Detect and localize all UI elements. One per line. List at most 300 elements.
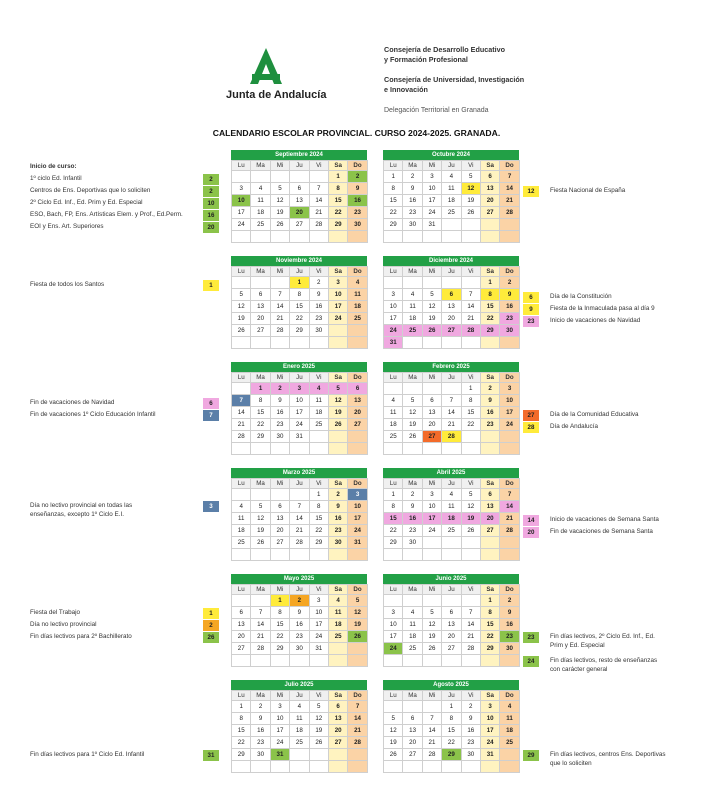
day-cell: 25: [442, 525, 461, 537]
weekday-header: Lu: [232, 691, 251, 701]
day-cell: 6: [290, 183, 309, 195]
day-cell: 17: [270, 725, 289, 737]
day-cell: 18: [232, 525, 251, 537]
day-cell: 28: [422, 749, 441, 761]
day-cell: 7: [500, 171, 519, 183]
day-cell: 6: [442, 289, 461, 301]
day-cell: 26: [403, 431, 422, 443]
month-calendar: [383, 362, 519, 455]
empty-cell: [290, 489, 309, 501]
month-table: [383, 690, 520, 773]
day-cell: 19: [270, 207, 289, 219]
day-cell: 16: [290, 619, 309, 631]
weekday-header: Vi: [309, 479, 328, 489]
day-cell: 30: [500, 643, 519, 655]
empty-cell: [328, 749, 347, 761]
day-cell: 5: [403, 395, 422, 407]
weekday-header: Ma: [403, 691, 422, 701]
legend-text: Fin días lectivos, centros Ens. Deportivas: [550, 751, 666, 758]
legend-text: Día no lectivo provincial en todas las: [30, 502, 133, 509]
weekday-header: Vi: [461, 479, 480, 489]
weekday-header: Mi: [422, 161, 441, 171]
day-cell: 4: [251, 183, 270, 195]
empty-cell: [348, 431, 367, 443]
day-cell: 19: [384, 737, 403, 749]
empty-cell: [461, 431, 480, 443]
day-cell: 9: [403, 501, 422, 513]
day-cell: 9: [270, 395, 289, 407]
month-title: Marzo 2025: [231, 468, 367, 478]
empty-cell: [442, 549, 461, 561]
day-cell: 19: [309, 725, 328, 737]
day-cell: 6: [480, 171, 499, 183]
month-table: [231, 372, 368, 455]
month-table: [383, 584, 520, 667]
empty-cell: [348, 749, 367, 761]
day-cell: 27: [251, 325, 270, 337]
day-cell: 28: [270, 325, 289, 337]
empty-cell: [328, 337, 347, 349]
delegation-text: Delegación Territorial en Granada: [384, 107, 489, 114]
weekday-header: Sa: [328, 373, 347, 383]
weekday-header: Ju: [290, 585, 309, 595]
day-cell: 12: [251, 513, 270, 525]
weekday-header: Vi: [461, 373, 480, 383]
legend-badge: 2: [203, 620, 219, 631]
day-cell: 19: [403, 419, 422, 431]
day-cell: 9: [290, 607, 309, 619]
day-cell: 17: [290, 407, 309, 419]
day-cell: 23: [480, 419, 499, 431]
day-cell: 11: [403, 619, 422, 631]
empty-cell: [500, 749, 519, 761]
day-cell: 7: [348, 701, 367, 713]
day-cell: 12: [422, 301, 441, 313]
day-cell: 8: [328, 183, 347, 195]
empty-cell: [422, 443, 441, 455]
day-cell: 15: [480, 301, 499, 313]
day-cell: 5: [422, 289, 441, 301]
empty-cell: [290, 443, 309, 455]
day-cell: 12: [309, 713, 328, 725]
day-cell: 19: [251, 525, 270, 537]
empty-cell: [348, 325, 367, 337]
empty-cell: [461, 231, 480, 243]
day-cell: 24: [270, 737, 289, 749]
day-cell: 30: [309, 325, 328, 337]
weekday-header: Do: [500, 373, 519, 383]
day-cell: 27: [328, 737, 347, 749]
weekday-header: Ju: [290, 267, 309, 277]
day-cell: 11: [403, 301, 422, 313]
empty-cell: [328, 443, 347, 455]
day-cell: 28: [232, 431, 251, 443]
day-cell: 16: [480, 407, 499, 419]
weekday-header: Sa: [480, 373, 499, 383]
empty-cell: [442, 443, 461, 455]
weekday-header: Ma: [251, 479, 270, 489]
empty-cell: [232, 655, 251, 667]
day-cell: 18: [442, 195, 461, 207]
day-cell: 26: [384, 749, 403, 761]
month-calendar: [231, 468, 367, 561]
day-cell: 20: [442, 313, 461, 325]
empty-cell: [442, 537, 461, 549]
weekday-header: Mi: [422, 267, 441, 277]
day-cell: 15: [270, 619, 289, 631]
weekday-header: Mi: [270, 373, 289, 383]
empty-cell: [403, 701, 422, 713]
day-cell: 13: [480, 501, 499, 513]
weekday-header: Sa: [328, 691, 347, 701]
day-cell: 21: [270, 313, 289, 325]
day-cell: 20: [270, 525, 289, 537]
empty-cell: [328, 761, 347, 773]
day-cell: 18: [500, 725, 519, 737]
day-cell: 22: [232, 737, 251, 749]
day-cell: 15: [251, 407, 270, 419]
weekday-header: Vi: [309, 161, 328, 171]
legend-text: 2º Ciclo Ed. Inf., Ed. Prim y Ed. Especial: [30, 199, 143, 206]
header-line-4: e Innovación: [384, 85, 428, 94]
day-cell: 16: [251, 725, 270, 737]
day-cell: 25: [384, 431, 403, 443]
empty-cell: [403, 549, 422, 561]
day-cell: 8: [461, 395, 480, 407]
day-cell: 11: [442, 183, 461, 195]
day-cell: 9: [309, 289, 328, 301]
day-cell: 2: [270, 383, 289, 395]
empty-cell: [232, 337, 251, 349]
empty-cell: [403, 443, 422, 455]
day-cell: 24: [480, 737, 499, 749]
weekday-header: Ma: [251, 373, 270, 383]
weekday-header: Do: [348, 585, 367, 595]
empty-cell: [480, 655, 499, 667]
day-cell: 5: [461, 489, 480, 501]
legend-badge: 7: [203, 410, 219, 421]
empty-cell: [461, 277, 480, 289]
day-cell: 24: [422, 207, 441, 219]
day-cell: 23: [403, 525, 422, 537]
weekday-header: Lu: [232, 373, 251, 383]
day-cell: 21: [500, 513, 519, 525]
empty-cell: [480, 431, 499, 443]
empty-cell: [290, 171, 309, 183]
month-title: Mayo 2025: [231, 574, 367, 584]
day-cell: 3: [309, 595, 328, 607]
weekday-header: Sa: [480, 479, 499, 489]
day-cell: 26: [251, 537, 270, 549]
day-cell: 6: [403, 713, 422, 725]
day-cell: 29: [251, 431, 270, 443]
empty-cell: [403, 761, 422, 773]
empty-cell: [328, 655, 347, 667]
day-cell: 11: [328, 607, 347, 619]
day-cell: 16: [500, 619, 519, 631]
weekday-header: Lu: [384, 161, 403, 171]
day-cell: 22: [461, 419, 480, 431]
empty-cell: [442, 219, 461, 231]
day-cell: 13: [422, 407, 441, 419]
day-cell: 6: [422, 395, 441, 407]
empty-cell: [251, 443, 270, 455]
day-cell: 18: [290, 725, 309, 737]
day-cell: 24: [290, 419, 309, 431]
legend-text: EOI y Ens. Art. Superiores: [30, 223, 104, 230]
day-cell: 21: [309, 207, 328, 219]
day-cell: 24: [309, 631, 328, 643]
day-cell: 11: [348, 289, 367, 301]
month-calendar: [231, 150, 367, 243]
day-cell: 25: [442, 207, 461, 219]
day-cell: 10: [384, 301, 403, 313]
day-cell: 23: [328, 525, 347, 537]
day-cell: 30: [328, 537, 347, 549]
day-cell: 8: [270, 607, 289, 619]
weekday-header: Lu: [232, 161, 251, 171]
day-cell: 26: [309, 737, 328, 749]
day-cell: 19: [328, 407, 347, 419]
weekday-header: Lu: [384, 691, 403, 701]
day-cell: 23: [251, 737, 270, 749]
day-cell: 17: [422, 195, 441, 207]
day-cell: 29: [384, 219, 403, 231]
weekday-header: Vi: [309, 585, 328, 595]
day-cell: 9: [480, 395, 499, 407]
weekday-header: Do: [348, 479, 367, 489]
day-cell: 1: [290, 277, 309, 289]
empty-cell: [348, 337, 367, 349]
day-cell: 10: [384, 619, 403, 631]
empty-cell: [480, 231, 499, 243]
day-cell: 31: [309, 643, 328, 655]
day-cell: 26: [461, 525, 480, 537]
empty-cell: [270, 231, 289, 243]
day-cell: 16: [270, 407, 289, 419]
day-cell: 4: [403, 289, 422, 301]
day-cell: 2: [328, 489, 347, 501]
day-cell: 3: [328, 277, 347, 289]
day-cell: 28: [461, 643, 480, 655]
month-title: Abril 2025: [383, 468, 519, 478]
day-cell: 22: [442, 737, 461, 749]
day-cell: 8: [251, 395, 270, 407]
empty-cell: [461, 443, 480, 455]
empty-cell: [309, 549, 328, 561]
empty-cell: [270, 549, 289, 561]
empty-cell: [384, 277, 403, 289]
day-cell: 31: [384, 337, 403, 349]
weekday-header: Ju: [442, 585, 461, 595]
empty-cell: [422, 231, 441, 243]
empty-cell: [422, 701, 441, 713]
day-cell: 25: [348, 313, 367, 325]
day-cell: 6: [251, 289, 270, 301]
day-cell: 26: [328, 419, 347, 431]
day-cell: 10: [328, 289, 347, 301]
empty-cell: [232, 231, 251, 243]
day-cell: 30: [461, 749, 480, 761]
legend-text: Día de la Comunidad Educativa: [550, 411, 639, 418]
legend-text: Fiesta del Trabajo: [30, 609, 81, 616]
month-table: [383, 160, 520, 243]
empty-cell: [290, 549, 309, 561]
weekday-header: Vi: [461, 585, 480, 595]
legend-text: Inicio de vacaciones de Semana Santa: [550, 516, 659, 523]
empty-cell: [384, 549, 403, 561]
day-cell: 6: [270, 501, 289, 513]
day-cell: 26: [461, 207, 480, 219]
legend-text: Fin días lectivos para 1º Ciclo Ed. Infantil: [30, 751, 145, 758]
day-cell: 7: [270, 289, 289, 301]
weekday-header: Ju: [290, 161, 309, 171]
day-cell: 1: [461, 383, 480, 395]
day-cell: 12: [461, 183, 480, 195]
month-table: [383, 372, 520, 455]
empty-cell: [384, 595, 403, 607]
legend-badge: 28: [523, 422, 539, 433]
day-cell: 5: [251, 501, 270, 513]
day-cell: 16: [309, 301, 328, 313]
day-cell: 2: [251, 701, 270, 713]
legend-badge: 12: [523, 186, 539, 197]
day-cell: 6: [232, 607, 251, 619]
empty-cell: [461, 537, 480, 549]
weekday-header: Mi: [422, 585, 441, 595]
day-cell: 7: [251, 607, 270, 619]
day-cell: 5: [422, 607, 441, 619]
weekday-header: Sa: [328, 585, 347, 595]
month-table: [231, 584, 368, 667]
month-title: Agosto 2025: [383, 680, 519, 690]
day-cell: 2: [500, 277, 519, 289]
empty-cell: [422, 655, 441, 667]
empty-cell: [251, 171, 270, 183]
day-cell: 18: [403, 631, 422, 643]
day-cell: 19: [461, 513, 480, 525]
empty-cell: [500, 655, 519, 667]
day-cell: 29: [309, 537, 328, 549]
day-cell: 10: [270, 713, 289, 725]
day-cell: 8: [290, 289, 309, 301]
weekday-header: Do: [348, 161, 367, 171]
weekday-header: Ju: [290, 479, 309, 489]
empty-cell: [309, 655, 328, 667]
legend-text: Fiesta de todos los Santos: [30, 281, 105, 288]
day-cell: 16: [348, 195, 367, 207]
empty-cell: [442, 277, 461, 289]
empty-cell: [461, 595, 480, 607]
weekday-header: Do: [500, 267, 519, 277]
day-cell: 7: [461, 607, 480, 619]
empty-cell: [403, 383, 422, 395]
day-cell: 18: [384, 419, 403, 431]
day-cell: 4: [290, 701, 309, 713]
empty-cell: [348, 549, 367, 561]
empty-cell: [480, 443, 499, 455]
weekday-header: Sa: [328, 161, 347, 171]
day-cell: 23: [403, 207, 422, 219]
day-cell: 11: [290, 713, 309, 725]
empty-cell: [461, 761, 480, 773]
legend-text: Día de Andalucía: [550, 423, 598, 430]
day-cell: 28: [500, 207, 519, 219]
empty-cell: [384, 701, 403, 713]
legend-text: Día de la Constitución: [550, 293, 612, 300]
day-cell: 3: [384, 607, 403, 619]
day-cell: 23: [461, 737, 480, 749]
day-cell: 17: [480, 725, 499, 737]
legend-text: Fiesta de la Inmaculada pasa al día 9: [550, 305, 655, 312]
empty-cell: [500, 443, 519, 455]
weekday-header: Do: [500, 479, 519, 489]
day-cell: 20: [480, 513, 499, 525]
day-cell: 2: [348, 171, 367, 183]
empty-cell: [384, 443, 403, 455]
day-cell: 17: [422, 513, 441, 525]
day-cell: 5: [461, 171, 480, 183]
day-cell: 25: [328, 631, 347, 643]
day-cell: 4: [442, 489, 461, 501]
day-cell: 4: [328, 595, 347, 607]
day-cell: 30: [403, 537, 422, 549]
day-cell: 27: [290, 219, 309, 231]
day-cell: 27: [480, 207, 499, 219]
day-cell: 15: [232, 725, 251, 737]
day-cell: 24: [384, 643, 403, 655]
legend-text: Inicio de vacaciones de Navidad: [550, 317, 641, 324]
weekday-header: Mi: [422, 479, 441, 489]
day-cell: 4: [500, 701, 519, 713]
legend-badge: 23: [523, 316, 539, 327]
empty-cell: [270, 655, 289, 667]
empty-cell: [348, 655, 367, 667]
day-cell: 2: [403, 489, 422, 501]
empty-cell: [251, 549, 270, 561]
day-cell: 20: [251, 313, 270, 325]
day-cell: 21: [461, 631, 480, 643]
empty-cell: [270, 337, 289, 349]
empty-cell: [309, 431, 328, 443]
empty-cell: [442, 231, 461, 243]
month-calendar: [231, 256, 367, 349]
day-cell: 17: [384, 313, 403, 325]
weekday-header: Do: [348, 373, 367, 383]
day-cell: 16: [500, 301, 519, 313]
month-table: [383, 266, 520, 349]
day-cell: 21: [232, 419, 251, 431]
day-cell: 26: [422, 643, 441, 655]
empty-cell: [480, 761, 499, 773]
day-cell: 29: [270, 643, 289, 655]
day-cell: 2: [403, 171, 422, 183]
day-cell: 7: [500, 489, 519, 501]
day-cell: 26: [348, 631, 367, 643]
weekday-header: Vi: [309, 373, 328, 383]
empty-cell: [232, 277, 251, 289]
weekday-header: Ma: [403, 267, 422, 277]
empty-cell: [500, 761, 519, 773]
month-calendar: [383, 680, 519, 773]
day-cell: 26: [270, 219, 289, 231]
day-cell: 14: [251, 619, 270, 631]
empty-cell: [328, 231, 347, 243]
day-cell: 16: [328, 513, 347, 525]
day-cell: 28: [348, 737, 367, 749]
day-cell: 14: [290, 513, 309, 525]
weekday-header: Ma: [403, 585, 422, 595]
